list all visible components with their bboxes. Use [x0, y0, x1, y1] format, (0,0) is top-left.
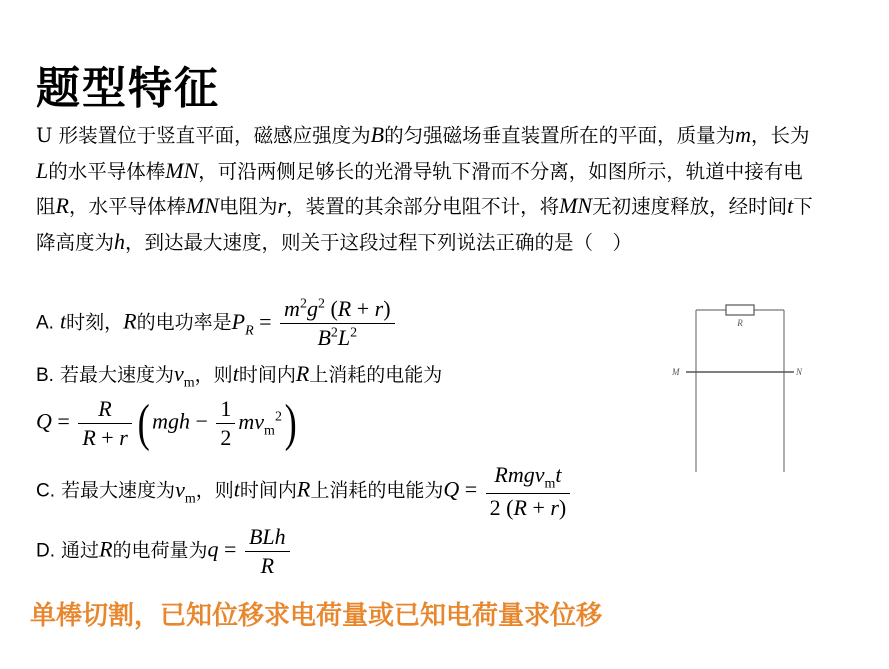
option-a[interactable]: A. t时刻，R的电功率是$P_R$ = $\frac{m^2g^2 (R + r)}{B^2L^2}$ [36, 296, 398, 351]
page-title: 题型特征 [36, 63, 220, 114]
option-c[interactable]: C. 若最大速度为$v_m$，则t时间内R上消耗的电能为Q = $\frac{Rmgv_mt}{2 (R + r)}$ [36, 462, 573, 521]
label-m: M [672, 367, 680, 377]
resistor-label: R [737, 318, 743, 328]
label-n: N [796, 367, 803, 377]
option-d[interactable]: D. 通过R的电荷量为q = $\frac{\text{BLh}}{R}$ [36, 524, 293, 579]
question-text: U 形装置位于竖直平面，磁感应强度为B的匀强磁场垂直装置所在的平面，质量为m，长为L的水平导体棒MN，可沿两侧足够长的光滑导轨下滑而不分离，如图所示，轨道中接有电阻R，水平导体棒MN电阻为r，装置的其余部分电阻不计，将MN无初速度释放，经时间t下降高度为h，到达最大速度，则关于这段过程下列说法正确的是（ ） [36, 122, 813, 254]
option-c-formula: $\frac{Rmgv_mt}{2 (R + r)}$ [486, 462, 571, 521]
option-b[interactable]: B. 若最大速度为$v_m$，则t时间内R上消耗的电能为 [36, 361, 443, 391]
resistor [726, 305, 754, 315]
option-b-formula: Q = $\frac{R}{R + r}$ ( mgh − $\frac{1}{2}$ $mv_m^2$) [36, 395, 297, 452]
option-d-formula: $\frac{\text{BLh}}{R}$ [245, 524, 290, 579]
footer-summary: 单棒切割，已知位移求电荷量或已知电荷量求位移 [30, 601, 603, 631]
option-a-formula: $\frac{m^2g^2 (R + r)}{B^2L^2}$ [280, 296, 394, 351]
circuit-diagram [668, 296, 818, 478]
